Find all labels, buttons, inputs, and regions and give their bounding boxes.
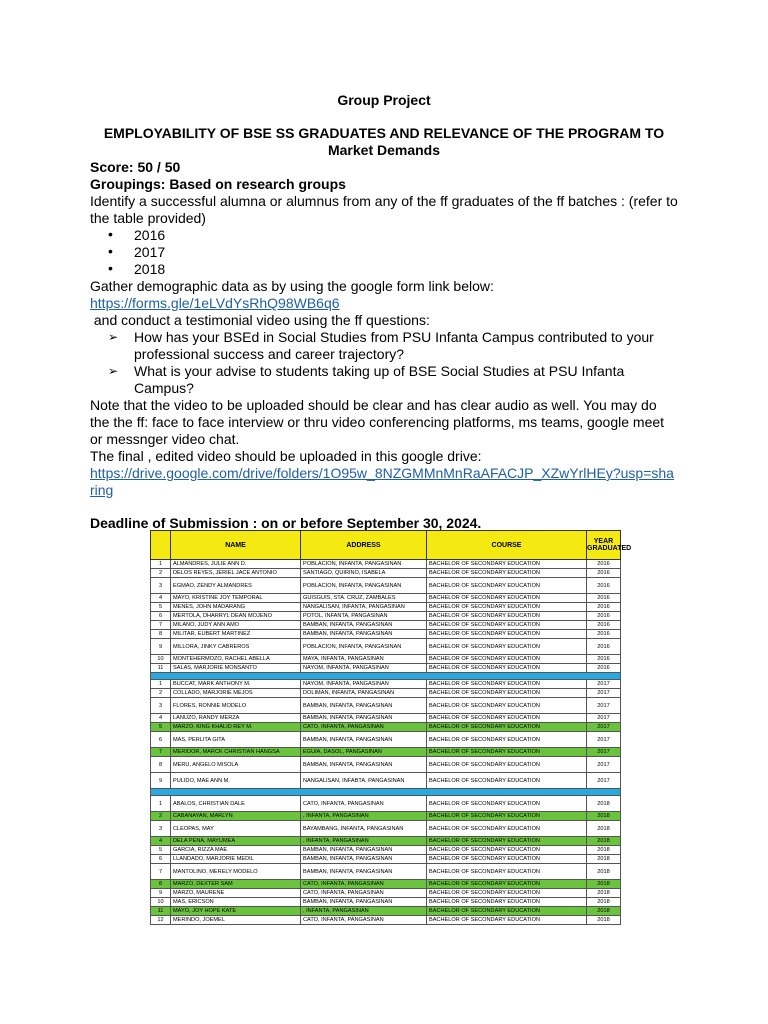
cell-course: BACHELOR OF SECONDARY EDUCATION [427,714,587,723]
table-row [151,680,621,689]
cell-course: BACHELOR OF SECONDARY EDUCATION [427,603,587,612]
cell-name: MAS, ERICSON [171,898,301,907]
cell-address: NAYOM, INFANTA, PANGASINAN [301,680,427,689]
cell-name: LANUZO, RANDY MERZA [171,714,301,723]
table-row [151,569,621,578]
cell-address: CATO, INFANTA, PANGASINAN [301,796,427,812]
cell-course: BACHELOR OF SECONDARY EDUCATION [427,916,587,925]
table-row [151,594,621,603]
cell-course: BACHELOR OF SECONDARY EDUCATION [427,689,587,698]
batch-item: • 2018 [108,260,166,277]
cell-address: POBLACION, INFANTA, PANGASINAN [301,578,427,594]
cell-no: 10 [151,655,171,664]
cell-no: 9 [151,639,171,655]
cell-year: 2016 [587,578,621,594]
cell-name: MERIDOR, MARCK CHRISTIAN HANGSA [171,748,301,757]
table-header-row [151,531,621,560]
table-row [151,578,621,594]
cell-address: BAMBAN, INFANTA, PANGASINAN [301,757,427,773]
cell-address: BAMBAN, INFANTA, PANGASINAN [301,714,427,723]
cell-course: BACHELOR OF SECONDARY EDUCATION [427,732,587,748]
cell-name: MONTEHERMOZO, RACHEL ABELLA [171,655,301,664]
bullet-icon: • [108,226,113,242]
cell-no: 2 [151,812,171,821]
cell-name: ALMANDRES, JULIE ANN D. [171,560,301,569]
cell-course: BACHELOR OF SECONDARY EDUCATION [427,796,587,812]
arrow-bullet-icon: ➢ [108,330,119,344]
table-row [151,855,621,864]
table-row [151,732,621,748]
question-list [90,329,678,397]
cell-course: BACHELOR OF SECONDARY EDUCATION [427,569,587,578]
separator-cell [151,673,621,680]
cell-no: 6 [151,855,171,864]
cell-course: BACHELOR OF SECONDARY EDUCATION [427,889,587,898]
cell-name: MAYO, JOY HOPE KATE [171,907,301,916]
cell-course: BACHELOR OF SECONDARY EDUCATION [427,864,587,880]
table-row [151,757,621,773]
cell-course: BACHELOR OF SECONDARY EDUCATION [427,757,587,773]
cell-name: PULIDO, MAE ANN M. [171,773,301,789]
table-row [151,796,621,812]
table-row [151,864,621,880]
cell-name: CABANAYAN, MARLYN [171,812,301,821]
cell-course: BACHELOR OF SECONDARY EDUCATION [427,655,587,664]
cell-name: BUCCAT, MARK ANTHONY M. [171,680,301,689]
cell-course: BACHELOR OF SECONDARY EDUCATION [427,898,587,907]
cell-address: CATO, INFANTA, PANGASINAN [301,880,427,889]
cell-no: 6 [151,732,171,748]
cell-no: 8 [151,757,171,773]
cell-course: BACHELOR OF SECONDARY EDUCATION [427,812,587,821]
graduates-table [150,530,632,925]
table-row [151,916,621,925]
cell-year: 2016 [587,639,621,655]
cell-name: SALAS, MARJORIE MONSANTO [171,664,301,673]
intro-text: Identify a successful alumna or alumnus from any of the ff graduates of the ff batches : (refer to the table provided) [90,193,678,226]
cell-name: MARZO, KING KHALID REY M. [171,723,301,732]
cell-address: MAYA, INFANTA, PANGASINAN [301,655,427,664]
batch-item: • 2017 [108,243,166,260]
cell-no: 3 [151,698,171,714]
batch-separator-row [151,673,621,680]
cell-name: MERU, ANGELO MISOLA [171,757,301,773]
cell-name: CLEOPAS, MAY [171,821,301,837]
cell-no: 4 [151,594,171,603]
cell-year: 2018 [587,821,621,837]
cell-course: BACHELOR OF SECONDARY EDUCATION [427,846,587,855]
cell-year: 2018 [587,837,621,846]
table-row [151,689,621,698]
cell-course: BACHELOR OF SECONDARY EDUCATION [427,560,587,569]
cell-address: , INFANTA, PANGASINAN [301,907,427,916]
cell-name: LLANDADO, MARJORIE MEDIL [171,855,301,864]
cell-no: 1 [151,560,171,569]
header-address: ADDRESS [301,531,427,560]
cell-no: 10 [151,898,171,907]
cell-course: BACHELOR OF SECONDARY EDUCATION [427,821,587,837]
conduct-text: and conduct a testimonial video using the ff questions: [90,312,430,328]
table-row [151,698,621,714]
cell-no: 5 [151,846,171,855]
cell-address: NANGALISAN, INFABTA, PANGASINAN [301,773,427,789]
cell-no: 3 [151,578,171,594]
table-row [151,907,621,916]
cell-address: POBLACION, INFANTA, PANGASINAN [301,639,427,655]
table-row [151,773,621,789]
cell-name: MERINDO, JOEMEL [171,916,301,925]
final-text: The final , edited video should be uploaded in this google drive: [90,448,482,464]
table-row [151,655,621,664]
cell-address: BAMBAN, INFANTA, PANGASINAN [301,698,427,714]
table-row [151,603,621,612]
cell-address: NANGALISAN, INFANTA, PANGASINAN [301,603,427,612]
cell-year: 2016 [587,664,621,673]
question-item: ➢ How has your BSEd in Social Studies from PSU Infanta Campus contributed to your professional success and career trajectory? [108,329,654,362]
table-row [151,664,621,673]
table-row [151,723,621,732]
cell-name: EGMAO, ZENDY ALMANDRES [171,578,301,594]
cell-course: BACHELOR OF SECONDARY EDUCATION [427,594,587,603]
table-row [151,812,621,821]
deadline-text: Deadline of Submission : on or before September 30, 2024. [90,515,482,531]
cell-no: 12 [151,916,171,925]
cell-course: BACHELOR OF SECONDARY EDUCATION [427,855,587,864]
form-link[interactable]: https://forms.gle/1eLVdYsRhQ98WB6q6 [90,295,340,311]
cell-course: BACHELOR OF SECONDARY EDUCATION [427,748,587,757]
table-row [151,621,621,630]
table-row [151,560,621,569]
cell-year: 2018 [587,916,621,925]
cell-course: BACHELOR OF SECONDARY EDUCATION [427,880,587,889]
cell-course: BACHELOR OF SECONDARY EDUCATION [427,723,587,732]
cell-name: MAYO, KRISTINE JOY TEMPORAL [171,594,301,603]
graduates-table-image [150,530,632,978]
cell-address: BAMBAN, INFANTA, PANGASINAN [301,864,427,880]
batch-item: • 2016 [108,226,166,243]
cell-year: 2016 [587,621,621,630]
cell-address: BAYAMBANG, INFANTA, PANGASINAN [301,821,427,837]
cell-year: 2016 [587,594,621,603]
table-row [151,630,621,639]
cell-address: CATO, INFANTA, PANGASINAN [301,889,427,898]
table-row [151,837,621,846]
cell-address: EGUIA, DASOL, PANGASINAN [301,748,427,757]
cell-year: 2017 [587,757,621,773]
cell-no: 1 [151,680,171,689]
cell-year: 2017 [587,773,621,789]
cell-year: 2016 [587,655,621,664]
cell-name: MAS, PERLITA GITA [171,732,301,748]
cell-year: 2016 [587,630,621,639]
cell-address: NAYOM, INFANTA, PANGASINAN [301,664,427,673]
cell-address: POBLACION, INFANTA, PANGASINAN [301,560,427,569]
cell-year: 2016 [587,612,621,621]
cell-no: 2 [151,689,171,698]
cell-no: 1 [151,796,171,812]
table-row [151,898,621,907]
cell-course: BACHELOR OF SECONDARY EDUCATION [427,612,587,621]
separator-cell [151,789,621,796]
cell-name: MANTOLINO, MERELY MODELO [171,864,301,880]
cell-address: BAMBAN, INFANTA, PANGASINAN [301,732,427,748]
question-item: ➢ What is your advise to students taking up of BSE Social Studies at PSU Infanta Campus? [108,363,625,396]
cell-course: BACHELOR OF SECONDARY EDUCATION [427,630,587,639]
header-no [151,531,171,560]
cell-no: 7 [151,864,171,880]
cell-year: 2018 [587,898,621,907]
cell-year: 2017 [587,698,621,714]
batch-separator-row [151,789,621,796]
cell-year: 2018 [587,846,621,855]
cell-name: DELA PENA, MAYUMEA [171,837,301,846]
cell-address: BAMBAN, INFANTA, PANGASINAN [301,630,427,639]
cell-address: BAMBAN, INFANTA, PANGASINAN [301,846,427,855]
header-year: YEAR GRADUATED [587,531,621,560]
cell-year: 2018 [587,812,621,821]
cell-year: 2016 [587,603,621,612]
table-row [151,748,621,757]
arrow-bullet-icon: ➢ [108,364,119,378]
cell-name: MENES, JOHN MADARANG [171,603,301,612]
score-line: Score: 50 / 50 [90,159,181,175]
cell-year: 2017 [587,748,621,757]
cell-course: BACHELOR OF SECONDARY EDUCATION [427,773,587,789]
cell-year: 2017 [587,723,621,732]
cell-address: BAMBAN, INFANTA, PANGASINAN [301,855,427,864]
cell-address: CATO, INFANTA, PANGASINAN [301,723,427,732]
cell-name: COLLADO, MARJORIE MEJOS [171,689,301,698]
cell-address: SANTIAGO, QUIRINO, ISABELA [301,569,427,578]
note-text: Note that the video to be uploaded should be clear and has clear audio as well. You may do the the ff: face to face interview or thru video conferencing platforms, ms teams, google meet or messnger video chat. [90,397,665,447]
cell-no: 8 [151,630,171,639]
bullet-icon: • [108,260,113,276]
cell-no: 9 [151,889,171,898]
cell-no: 3 [151,821,171,837]
cell-address: GUISGUIS, STA. CRUZ, ZAMBALES [301,594,427,603]
header-name: NAME [171,531,301,560]
cell-name: GARCIA, RIZZA MAE [171,846,301,855]
cell-course: BACHELOR OF SECONDARY EDUCATION [427,837,587,846]
cell-year: 2018 [587,855,621,864]
cell-year: 2018 [587,889,621,898]
table-body [151,560,621,925]
table-row [151,821,621,837]
cell-no: 9 [151,773,171,789]
table-row [151,714,621,723]
cell-address: , INFANTA, PANGASINAN [301,837,427,846]
cell-address: BAMBAN, INFANTA, PANGASINAN [301,898,427,907]
cell-no: 11 [151,907,171,916]
drive-link[interactable]: https://drive.google.com/drive/folders/1O95w_8NZGMMnMnRaAFACJP_XZwYrlHEy?usp=sharing [90,465,674,498]
gather-text: Gather demographic data as by using the google form link below: [90,278,494,294]
cell-name: FLORES, RONNIE MODELO [171,698,301,714]
bullet-icon: • [108,243,113,259]
cell-year: 2017 [587,689,621,698]
groupings-line: Groupings: Based on research groups [90,176,346,192]
table-row [151,612,621,621]
cell-address: , INFANTA, PANGASINAN [301,812,427,821]
header-course: COURSE [427,531,587,560]
cell-year: 2016 [587,560,621,569]
doc-title: Group Project [337,92,431,108]
table-row [151,639,621,655]
cell-name: MILITAR, EUBERT MARTINEZ [171,630,301,639]
cell-name: ABALOS, CHRISTIAN DALE [171,796,301,812]
cell-course: BACHELOR OF SECONDARY EDUCATION [427,698,587,714]
cell-no: 11 [151,664,171,673]
cell-course: BACHELOR OF SECONDARY EDUCATION [427,664,587,673]
cell-no: 4 [151,714,171,723]
cell-address: DOLIMAN, INFANTA, PANGASINAN [301,689,427,698]
cell-year: 2018 [587,796,621,812]
cell-no: 4 [151,837,171,846]
table-row [151,846,621,855]
table-row [151,880,621,889]
cell-address: POTOL, INFANTA, PANGASINAN [301,612,427,621]
cell-course: BACHELOR OF SECONDARY EDUCATION [427,621,587,630]
cell-year: 2018 [587,880,621,889]
cell-name: MERTOLA, DHARRYL DEAN MOJENO [171,612,301,621]
document [90,92,678,532]
cell-year: 2018 [587,864,621,880]
cell-course: BACHELOR OF SECONDARY EDUCATION [427,907,587,916]
cell-year: 2017 [587,732,621,748]
cell-no: 2 [151,569,171,578]
cell-course: BACHELOR OF SECONDARY EDUCATION [427,680,587,689]
cell-name: DELOS REYES, JERIEL JACE ANTONIO [171,569,301,578]
cell-course: BACHELOR OF SECONDARY EDUCATION [427,578,587,594]
table-row [151,889,621,898]
cell-no: 8 [151,880,171,889]
cell-no: 7 [151,621,171,630]
cell-name: MARZO, DEXTER SAM [171,880,301,889]
cell-no: 5 [151,723,171,732]
batch-list [90,227,678,278]
cell-address: CATO, INFANTA, PANGASINAN [301,916,427,925]
cell-name: MILLORA, JINKY CABREROS [171,639,301,655]
cell-year: 2016 [587,569,621,578]
doc-subtitle: EMPLOYABILITY OF BSE SS GRADUATES AND RELEVANCE OF THE PROGRAM TO Market Demands [103,125,665,158]
cell-name: MILANO, JUDY ANN AMO [171,621,301,630]
cell-year: 2018 [587,907,621,916]
cell-year: 2017 [587,714,621,723]
cell-course: BACHELOR OF SECONDARY EDUCATION [427,639,587,655]
cell-no: 5 [151,603,171,612]
cell-name: MARZO, MAURENE [171,889,301,898]
cell-address: BAMBAN, INFANTA, PANGASINAN [301,621,427,630]
cell-no: 6 [151,612,171,621]
cell-no: 7 [151,748,171,757]
cell-year: 2017 [587,680,621,689]
